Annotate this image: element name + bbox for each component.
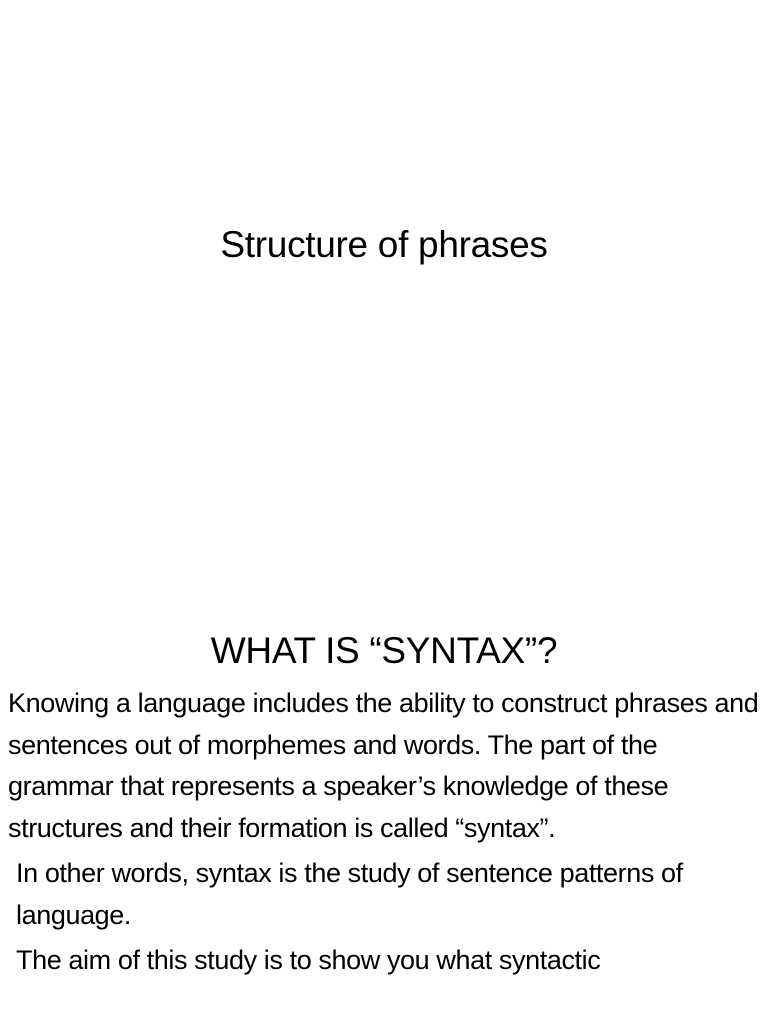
slide-title: Structure of phrases xyxy=(220,224,548,265)
body-paragraph: The aim of this study is to show you what syntactic xyxy=(16,945,601,975)
body-paragraph: In other words, syntax is the study of sentence patterns of language. xyxy=(16,858,683,930)
slide-title: WHAT IS “SYNTAX”? xyxy=(210,630,558,671)
body-paragraph: Knowing a language includes the ability to construct phrases and sentences out of morphemes and words. The part of the grammar that represents a speaker’s knowledge of these structures and their formation is called “syntax”. xyxy=(8,688,759,843)
slide-2 xyxy=(0,576,768,1024)
slide-body xyxy=(8,683,760,982)
